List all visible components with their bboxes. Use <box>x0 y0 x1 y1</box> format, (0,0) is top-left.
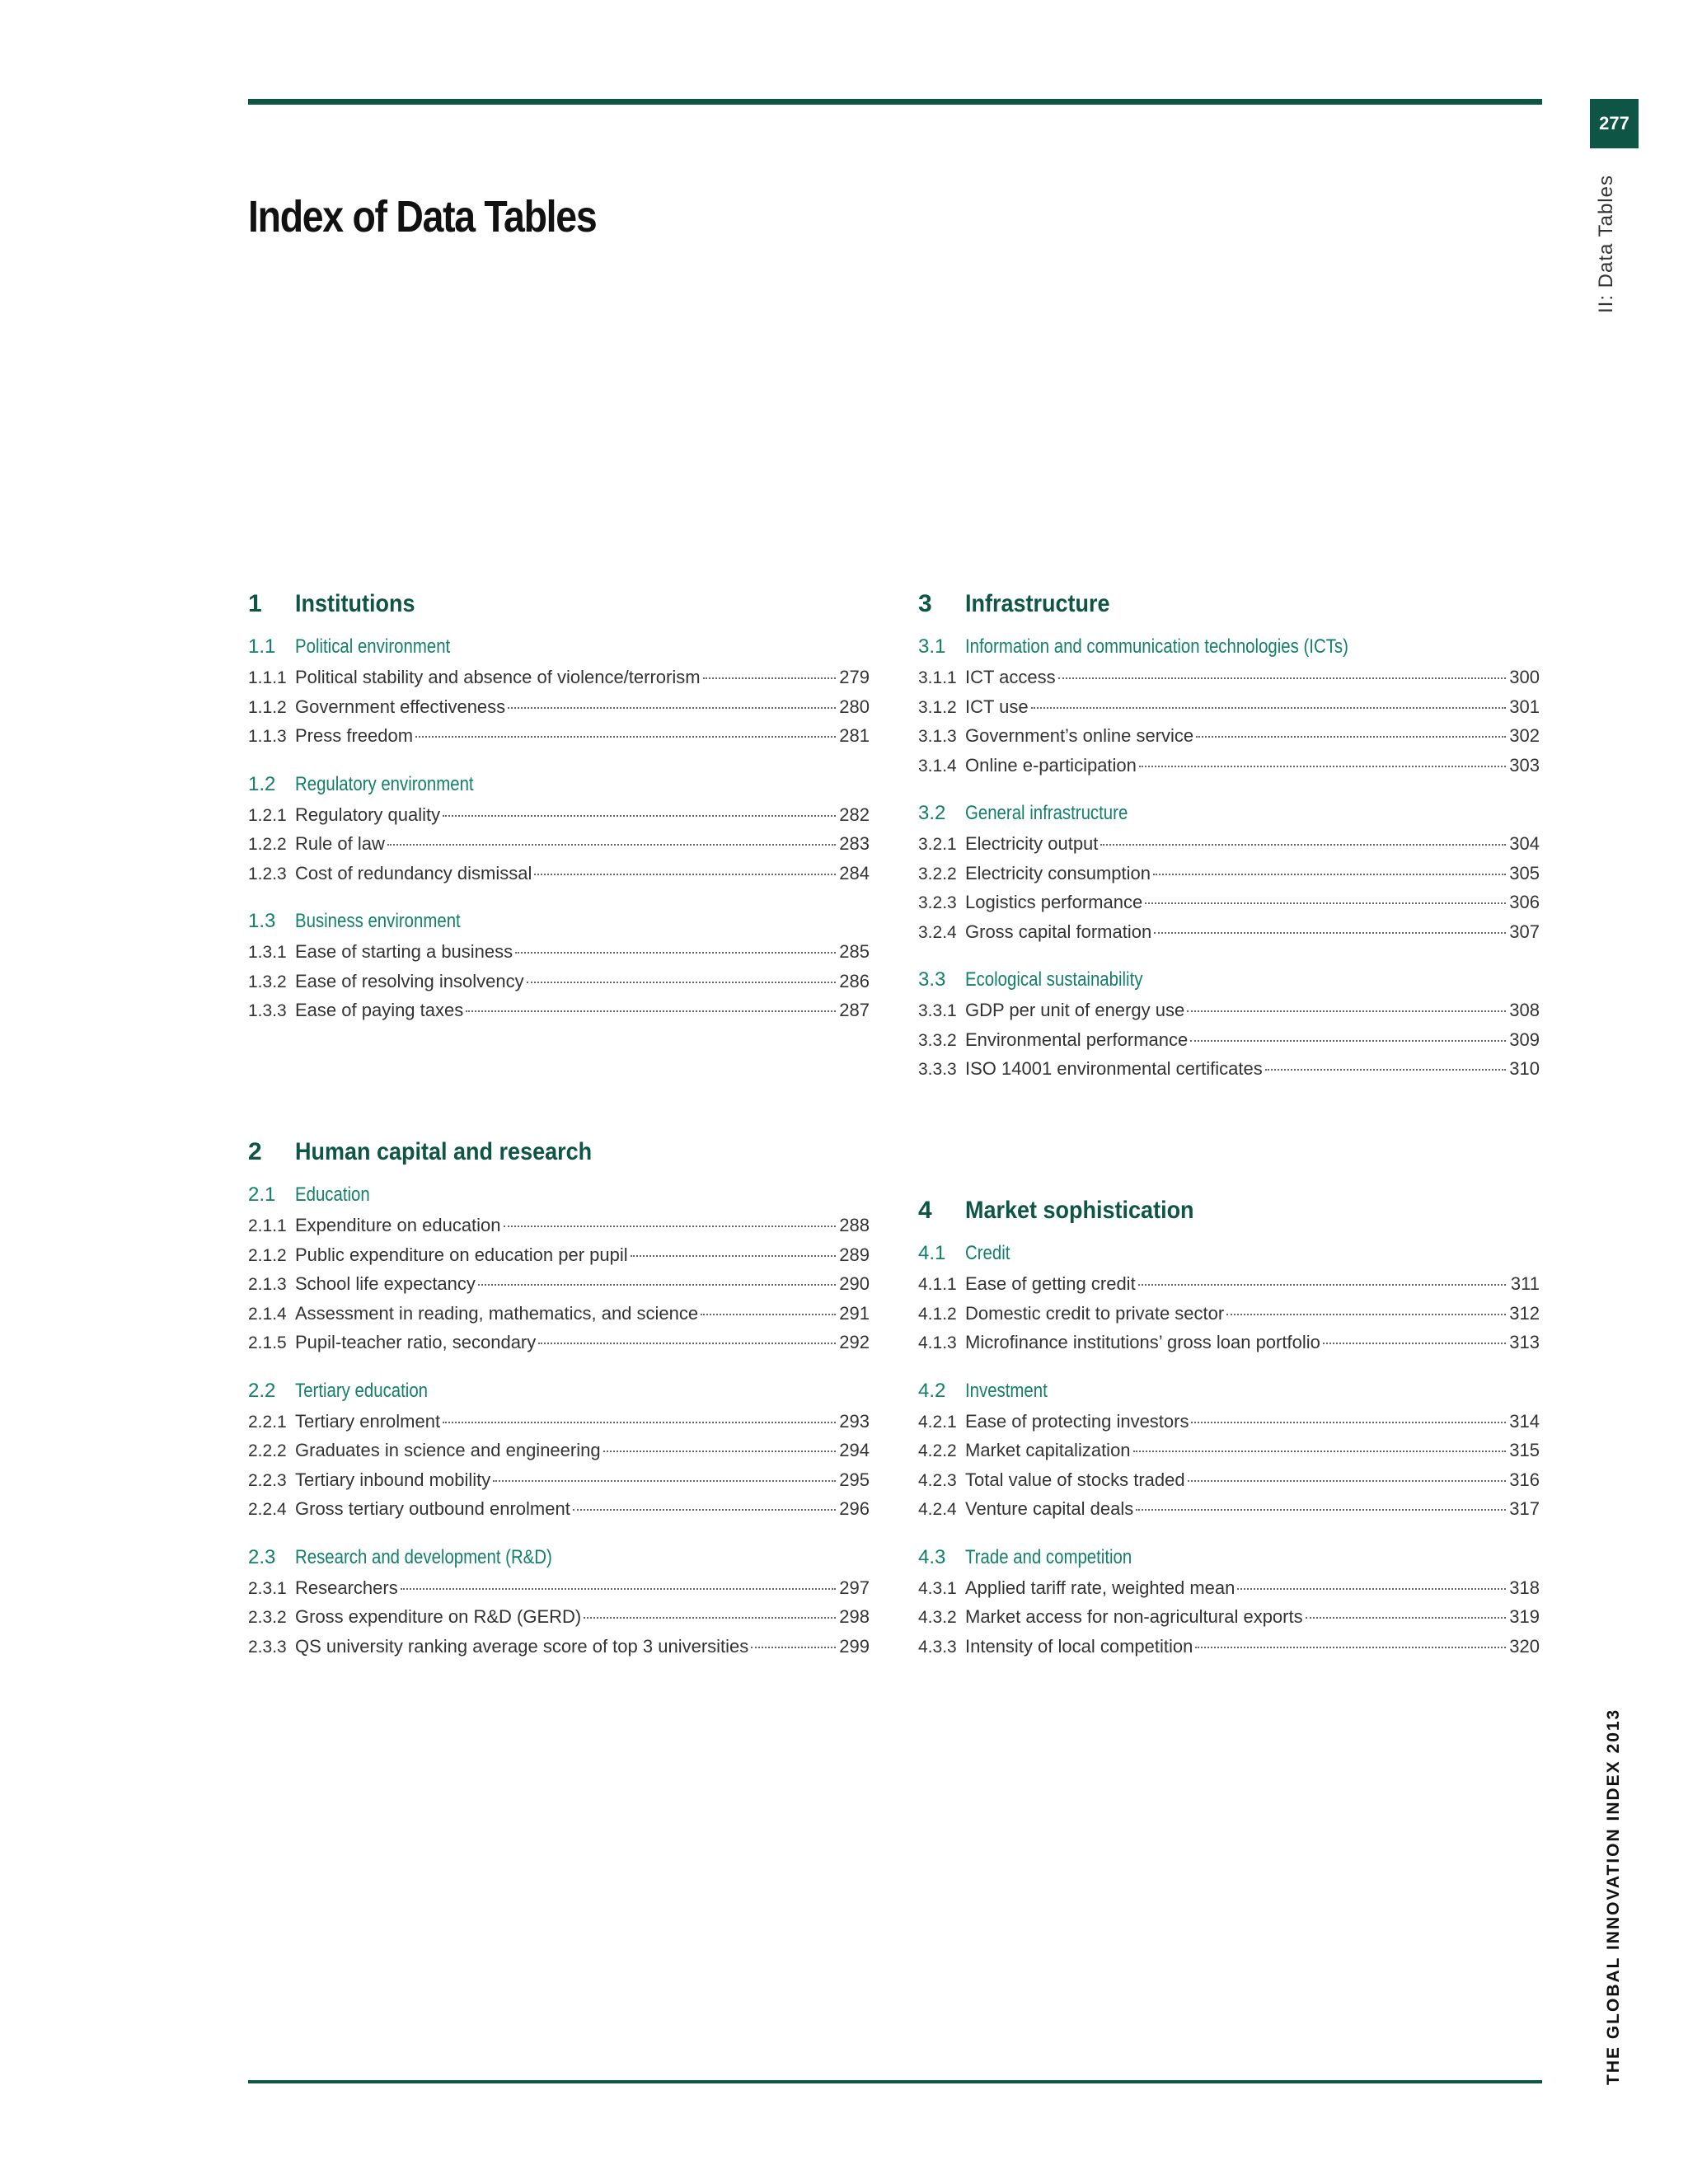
dot-leader <box>1323 1343 1506 1344</box>
entry-number: 4.2.4 <box>918 1500 957 1519</box>
dot-leader <box>1196 736 1506 738</box>
toc-entry[interactable] <box>248 833 870 863</box>
entry-page: 287 <box>839 1000 870 1020</box>
toc-entry[interactable] <box>918 1577 1540 1607</box>
dot-leader <box>1187 1010 1506 1012</box>
dot-leader <box>1306 1617 1506 1619</box>
subpillar-heading <box>248 1546 870 1572</box>
toc-entry[interactable] <box>248 1606 870 1636</box>
toc-entry[interactable] <box>918 696 1540 726</box>
subpillar-block <box>248 773 870 893</box>
pillar-name: Institutions <box>295 590 415 617</box>
entry-number: 1.3.2 <box>248 972 287 991</box>
entry-number: 1.3.1 <box>248 943 287 962</box>
dot-leader <box>1058 677 1506 679</box>
entry-page: 313 <box>1509 1332 1540 1352</box>
subpillar-block <box>918 1546 1540 1666</box>
dot-leader <box>415 736 836 738</box>
dot-leader <box>703 677 836 679</box>
entry-number: 2.3.1 <box>248 1578 287 1598</box>
entry-number: 2.3.2 <box>248 1608 287 1627</box>
subpillar-heading <box>248 1183 870 1210</box>
subpillar-name: Information and communication technologies (ICTs) <box>965 635 1348 658</box>
subpillar-name: Tertiary education <box>295 1379 429 1402</box>
entry-number: 4.2.3 <box>918 1470 957 1490</box>
toc-entry[interactable] <box>248 1303 870 1333</box>
entry-number: 1.3.3 <box>248 1001 287 1020</box>
pillar-infrastructure <box>918 590 1540 1088</box>
toc-entry[interactable] <box>918 921 1540 951</box>
pillar-heading <box>248 590 870 623</box>
entry-number: 2.2.3 <box>248 1470 287 1490</box>
subpillar-name: Investment <box>965 1379 1048 1402</box>
subpillar-heading <box>248 1380 870 1406</box>
entry-label: Electricity consumption <box>965 862 1151 883</box>
entry-page: 279 <box>839 667 870 687</box>
toc-entry[interactable] <box>248 941 870 971</box>
dot-leader <box>751 1647 836 1648</box>
dot-leader <box>1188 1480 1506 1482</box>
subpillar-name: Education <box>295 1183 370 1206</box>
subpillar-block <box>918 1380 1540 1528</box>
dot-leader <box>1133 1451 1506 1452</box>
pillar-institutions <box>248 590 870 1029</box>
entry-label: Ease of starting a business <box>295 941 513 962</box>
subpillar-block <box>918 802 1540 950</box>
dot-leader <box>1195 1647 1506 1648</box>
entry-page: 290 <box>839 1273 870 1294</box>
subpillar-block <box>248 1380 870 1528</box>
entry-page: 315 <box>1509 1440 1540 1460</box>
entry-label: Online e-participation <box>965 754 1137 776</box>
toc-entry[interactable] <box>918 863 1540 893</box>
entry-number: 4.2.2 <box>918 1441 957 1460</box>
subpillar-number: 1.3 <box>248 910 276 932</box>
pillar-number: 2 <box>248 1138 262 1165</box>
entry-label: Public expenditure on education per pupil <box>295 1244 628 1265</box>
entry-page: 320 <box>1509 1635 1540 1657</box>
entry-number: 4.1.1 <box>918 1275 957 1294</box>
entry-number: 2.1.2 <box>248 1245 287 1265</box>
pillar-name: Human capital and research <box>295 1138 593 1165</box>
entry-number: 2.2.1 <box>248 1412 287 1432</box>
entry-label: Rule of law <box>295 833 385 854</box>
entry-label: ISO 14001 environmental certificates <box>965 1058 1263 1079</box>
entry-page: 304 <box>1509 833 1540 854</box>
subpillar-name: Credit <box>965 1242 1010 1264</box>
subpillar-name: Research and development (R&D) <box>295 1545 552 1568</box>
toc-entry[interactable] <box>918 1606 1540 1636</box>
entry-page: 305 <box>1509 862 1540 883</box>
entry-number: 1.2.1 <box>248 805 287 825</box>
entry-number: 1.1.3 <box>248 727 287 746</box>
entry-label: ICT use <box>965 696 1029 717</box>
entry-page: 318 <box>1509 1577 1540 1598</box>
entry-page: 314 <box>1509 1410 1540 1432</box>
toc-entry[interactable] <box>248 1440 870 1469</box>
entry-number: 3.1.2 <box>918 697 957 717</box>
entry-number: 3.3.3 <box>918 1060 957 1079</box>
dot-leader <box>1138 1284 1506 1286</box>
section-label: II: Data Tables <box>1595 175 1617 313</box>
subpillar-number: 3.2 <box>918 802 946 824</box>
entry-label: Gross expenditure on R&D (GERD) <box>295 1606 582 1627</box>
dot-leader <box>1191 1422 1506 1423</box>
dot-leader <box>443 1422 836 1423</box>
entry-label: Ease of protecting investors <box>965 1410 1189 1432</box>
subpillar-heading <box>918 968 1540 995</box>
entry-number: 2.1.5 <box>248 1333 287 1352</box>
dot-leader <box>1153 874 1506 875</box>
toc-entry[interactable] <box>248 1469 870 1499</box>
entry-page: 284 <box>839 862 870 883</box>
entry-label: Ease of resolving insolvency <box>295 970 524 991</box>
toc-entry[interactable] <box>918 1000 1540 1029</box>
entry-label: Pupil-teacher ratio, secondary <box>295 1332 537 1352</box>
dot-leader <box>1154 932 1506 934</box>
subpillar-block <box>918 1242 1540 1361</box>
entry-number: 3.3.1 <box>918 1001 957 1020</box>
entry-label: GDP per unit of energy use <box>965 1000 1185 1020</box>
entry-page: 285 <box>839 941 870 962</box>
dot-leader <box>1237 1588 1506 1590</box>
bottom-rule <box>248 2080 1542 2083</box>
entry-label: Government’s online service <box>965 725 1194 746</box>
pillar-name: Infrastructure <box>965 590 1110 617</box>
toc-entry[interactable] <box>918 1332 1540 1361</box>
dot-leader <box>466 1010 836 1012</box>
entry-page: 300 <box>1509 667 1540 687</box>
entry-number: 3.2.1 <box>918 835 957 854</box>
subpillar-block <box>248 910 870 1029</box>
entry-page: 306 <box>1509 892 1540 912</box>
entry-page: 280 <box>839 696 870 717</box>
subpillar-name: Ecological sustainability <box>965 968 1143 991</box>
toc-entry[interactable] <box>248 1244 870 1274</box>
entry-number: 2.1.3 <box>248 1275 287 1294</box>
entry-page: 292 <box>839 1332 870 1352</box>
entry-label: Electricity output <box>965 833 1099 854</box>
entry-number: 3.1.3 <box>918 727 957 746</box>
entry-page: 293 <box>839 1410 870 1432</box>
toc-entry[interactable] <box>918 667 1540 696</box>
dot-leader <box>504 1226 836 1227</box>
entry-page: 286 <box>839 970 870 991</box>
entry-page: 288 <box>839 1215 870 1235</box>
entry-number: 2.3.3 <box>248 1637 287 1657</box>
subpillar-heading <box>918 1242 1540 1268</box>
dot-leader <box>387 844 836 846</box>
entry-page: 308 <box>1509 1000 1540 1020</box>
toc-entry[interactable] <box>248 1273 870 1303</box>
entry-number: 1.2.3 <box>248 864 287 883</box>
dot-leader <box>573 1509 836 1511</box>
subpillar-heading <box>248 635 870 662</box>
pillar-number: 1 <box>248 590 262 617</box>
pillar-heading <box>918 1197 1540 1230</box>
subpillar-name: Business environment <box>295 910 461 932</box>
entry-number: 4.1.3 <box>918 1333 957 1352</box>
entry-number: 3.1.1 <box>918 668 957 687</box>
entry-label: Gross tertiary outbound enrolment <box>295 1498 570 1519</box>
entry-number: 2.2.4 <box>248 1500 287 1519</box>
report-title: THE GLOBAL INNOVATION INDEX 2013 <box>1604 1708 1623 2085</box>
entry-label: Domestic credit to private sector <box>965 1302 1225 1324</box>
dot-leader <box>534 874 836 875</box>
subpillar-name: Regulatory environment <box>295 772 474 795</box>
entry-label: Applied tariff rate, weighted mean <box>965 1577 1236 1598</box>
subpillar-block <box>248 1183 870 1361</box>
pillar-heading <box>918 590 1540 623</box>
toc-entry[interactable] <box>248 667 870 696</box>
entry-page: 302 <box>1509 725 1540 746</box>
entry-page: 282 <box>839 804 870 825</box>
subpillar-heading <box>248 773 870 799</box>
pillar-human-capital <box>248 1138 870 1665</box>
subpillar-number: 2.1 <box>248 1183 276 1206</box>
dot-leader <box>515 952 836 954</box>
pillar-number: 3 <box>918 590 932 617</box>
dot-leader <box>1265 1069 1506 1071</box>
subpillar-heading <box>248 910 870 936</box>
dot-leader <box>493 1480 836 1482</box>
entry-page: 298 <box>839 1606 870 1627</box>
toc-entry[interactable] <box>918 892 1540 921</box>
dot-leader <box>478 1284 836 1286</box>
dot-leader <box>508 707 836 709</box>
entry-page: 319 <box>1509 1606 1540 1627</box>
entry-label: Intensity of local competition <box>965 1635 1193 1657</box>
entry-page: 312 <box>1509 1302 1540 1324</box>
toc-entry[interactable] <box>248 804 870 834</box>
toc-entry[interactable] <box>248 1577 870 1607</box>
entry-label: Environmental performance <box>965 1029 1189 1050</box>
entry-label: Ease of getting credit <box>965 1273 1136 1294</box>
subpillar-name: General infrastructure <box>965 802 1128 824</box>
entry-number: 2.1.4 <box>248 1304 287 1324</box>
toc-entry[interactable] <box>918 1440 1540 1469</box>
entry-label: Logistics performance <box>965 892 1143 912</box>
toc-entry[interactable] <box>918 755 1540 785</box>
entry-page: 303 <box>1509 754 1540 776</box>
entry-page: 311 <box>1510 1273 1540 1294</box>
page-title: Index of Data Tables <box>248 192 597 241</box>
entry-label: Market capitalization <box>965 1440 1131 1460</box>
entry-label: Assessment in reading, mathematics, and science <box>295 1302 699 1324</box>
dot-leader <box>538 1343 836 1344</box>
dot-leader <box>1226 1314 1506 1315</box>
subpillar-number: 2.3 <box>248 1545 276 1568</box>
dot-leader <box>701 1314 836 1315</box>
subpillar-heading <box>918 802 1540 828</box>
dot-leader <box>1136 1509 1506 1511</box>
entry-page: 294 <box>839 1440 870 1460</box>
toc-entry[interactable] <box>248 1411 870 1441</box>
subpillar-number: 4.3 <box>918 1545 946 1568</box>
toc-entry[interactable] <box>918 1469 1540 1499</box>
subpillar-number: 1.2 <box>248 772 276 795</box>
dot-leader <box>1139 766 1506 767</box>
entry-number: 2.1.1 <box>248 1216 287 1235</box>
entry-page: 299 <box>839 1635 870 1657</box>
subpillar-heading <box>918 635 1540 662</box>
toc-entry[interactable] <box>248 1215 870 1244</box>
dot-leader <box>443 815 836 817</box>
subpillar-name: Trade and competition <box>965 1545 1132 1568</box>
entry-number: 4.1.2 <box>918 1304 957 1324</box>
toc-entry[interactable] <box>918 1498 1540 1528</box>
entry-label: Expenditure on education <box>295 1215 501 1235</box>
pillar-market-sophistication <box>918 1197 1540 1665</box>
toc-entry[interactable] <box>918 725 1540 755</box>
subpillar-block <box>248 1546 870 1666</box>
subpillar-block <box>248 635 870 755</box>
entry-page: 310 <box>1509 1058 1540 1079</box>
entry-label: Gross capital formation <box>965 921 1152 942</box>
toc-entry[interactable] <box>248 1000 870 1029</box>
top-rule <box>248 99 1542 105</box>
entry-number: 1.2.2 <box>248 835 287 854</box>
entry-label: Tertiary enrolment <box>295 1410 441 1432</box>
entry-label: Tertiary inbound mobility <box>295 1469 491 1490</box>
entry-number: 4.3.2 <box>918 1608 957 1627</box>
subpillar-number: 3.1 <box>918 635 946 658</box>
entry-number: 1.1.1 <box>248 668 287 687</box>
dot-leader <box>1031 707 1506 709</box>
entry-page: 289 <box>839 1244 870 1265</box>
subpillar-block <box>918 968 1540 1088</box>
subpillar-number: 3.3 <box>918 968 946 991</box>
toc-entry[interactable] <box>918 833 1540 863</box>
entry-page: 301 <box>1509 696 1540 717</box>
dot-leader <box>1190 1040 1506 1042</box>
entry-label: School life expectancy <box>295 1273 476 1294</box>
dot-leader <box>527 982 836 983</box>
entry-label: Political stability and absence of violence/terrorism <box>295 667 701 687</box>
entry-label: Venture capital deals <box>965 1498 1134 1519</box>
dot-leader <box>603 1451 836 1452</box>
toc-entry[interactable] <box>918 1029 1540 1059</box>
toc-entry[interactable] <box>248 1636 870 1666</box>
entry-number: 2.2.2 <box>248 1441 287 1460</box>
entry-number: 3.2.4 <box>918 922 957 942</box>
entry-page: 317 <box>1509 1498 1540 1519</box>
entry-page: 283 <box>839 833 870 854</box>
entry-page: 307 <box>1509 921 1540 942</box>
entry-label: Researchers <box>295 1577 398 1598</box>
entry-number: 3.1.4 <box>918 756 957 776</box>
toc-entry[interactable] <box>918 1303 1540 1333</box>
entry-number: 4.3.1 <box>918 1578 957 1598</box>
toc-entry[interactable] <box>248 696 870 726</box>
dot-leader <box>631 1255 836 1257</box>
entry-label: Microfinance institutions’ gross loan portfolio <box>965 1332 1320 1352</box>
entry-page: 316 <box>1509 1469 1540 1490</box>
toc-entry[interactable] <box>248 971 870 1001</box>
subpillar-number: 2.2 <box>248 1379 276 1402</box>
toc-entry[interactable] <box>918 1058 1540 1088</box>
entry-label: Government effectiveness <box>295 696 506 717</box>
entry-label: Ease of paying taxes <box>295 1000 464 1020</box>
entry-number: 3.2.3 <box>918 893 957 912</box>
entry-number: 4.3.3 <box>918 1637 957 1657</box>
entry-label: Press freedom <box>295 725 414 746</box>
toc-entry[interactable] <box>248 1498 870 1528</box>
entry-page: 291 <box>839 1302 870 1324</box>
entry-number: 4.2.1 <box>918 1412 957 1432</box>
toc-entry[interactable] <box>248 725 870 755</box>
dot-leader <box>1145 902 1506 904</box>
entry-number: 3.2.2 <box>918 864 957 883</box>
entry-number: 3.3.2 <box>918 1030 957 1050</box>
entry-label: Market access for non-agricultural exports <box>965 1606 1303 1627</box>
entry-page: 295 <box>839 1469 870 1490</box>
entry-label: Cost of redundancy dismissal <box>295 862 532 883</box>
pillar-name: Market sophistication <box>965 1197 1194 1224</box>
subpillar-heading <box>918 1546 1540 1572</box>
subpillar-number: 4.1 <box>918 1242 946 1264</box>
dot-leader <box>1100 844 1506 846</box>
toc-entry[interactable] <box>918 1636 1540 1666</box>
subpillar-number: 1.1 <box>248 635 276 658</box>
dot-leader <box>401 1588 836 1590</box>
subpillar-name: Political environment <box>295 635 451 658</box>
toc-entry[interactable] <box>918 1273 1540 1303</box>
entry-page: 296 <box>839 1498 870 1519</box>
entry-page: 309 <box>1509 1029 1540 1050</box>
entry-page: 281 <box>839 725 870 746</box>
entry-label: QS university ranking average score of top 3 universities <box>295 1635 749 1657</box>
toc-entry[interactable] <box>248 1332 870 1361</box>
subpillar-heading <box>918 1380 1540 1406</box>
toc-entry[interactable] <box>918 1411 1540 1441</box>
pillar-heading <box>248 1138 870 1171</box>
dot-leader <box>584 1617 836 1619</box>
entry-label: Graduates in science and engineering <box>295 1440 601 1460</box>
page-number: 277 <box>1590 99 1639 148</box>
subpillar-number: 4.2 <box>918 1379 946 1402</box>
pillar-number: 4 <box>918 1197 932 1224</box>
toc-entry[interactable] <box>248 863 870 893</box>
entry-label: Regulatory quality <box>295 804 441 825</box>
entry-label: ICT access <box>965 667 1056 687</box>
subpillar-block <box>918 635 1540 784</box>
entry-page: 297 <box>839 1577 870 1598</box>
entry-label: Total value of stocks traded <box>965 1469 1185 1490</box>
entry-number: 1.1.2 <box>248 697 287 717</box>
